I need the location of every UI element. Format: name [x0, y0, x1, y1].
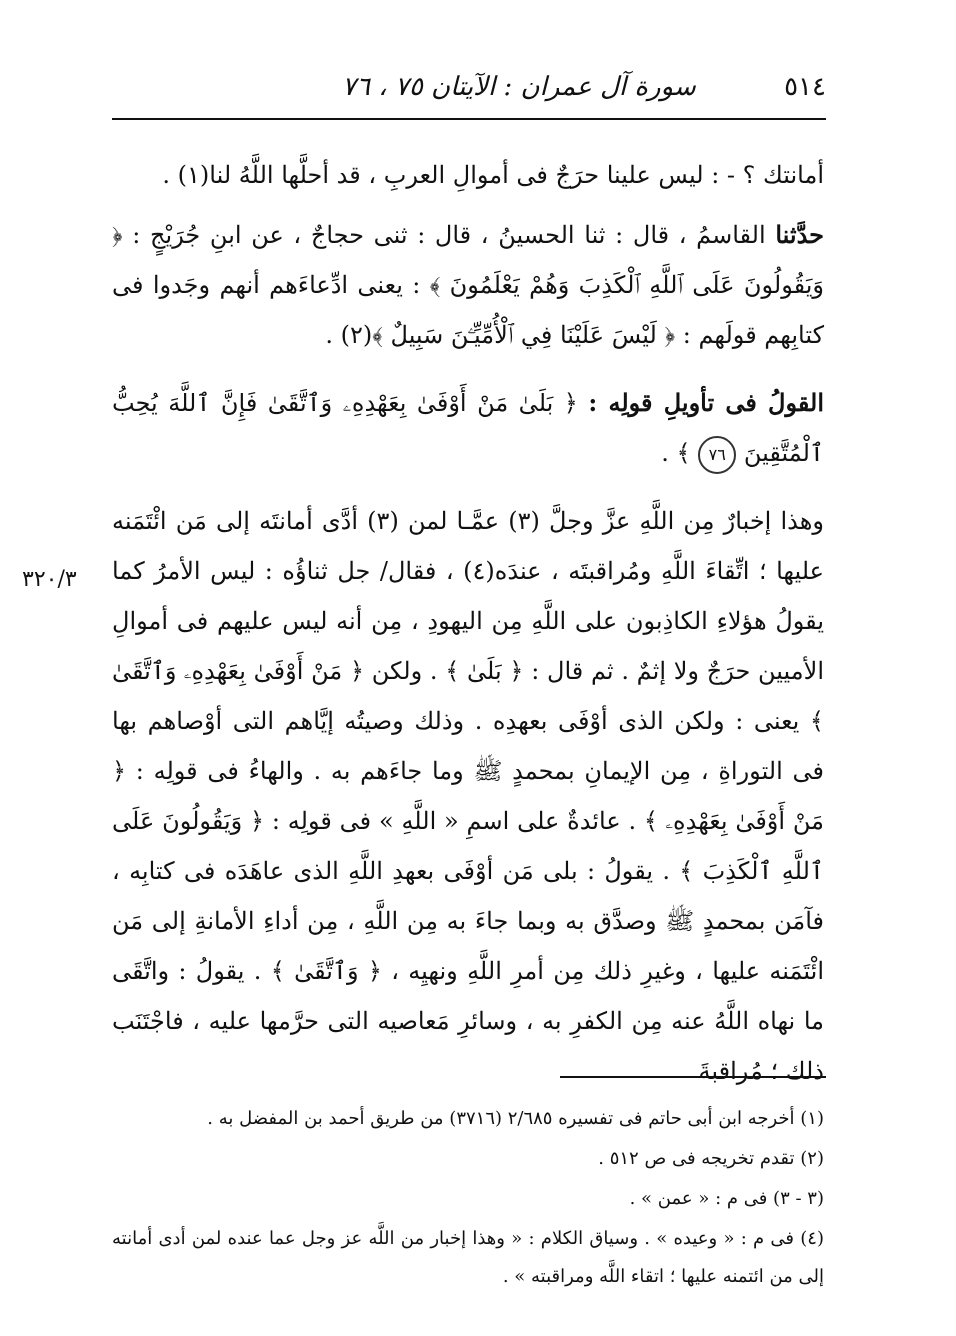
- margin-reference: ٣٢٠/٣: [22, 567, 77, 592]
- running-title: سورة آل عمران : الآيتان ٧٥ ، ٧٦: [342, 72, 696, 102]
- footnote-2: (٢) تقدم تخريجه فى ص ٥١٢ .: [598, 1148, 824, 1169]
- paragraph-2: [112, 210, 824, 360]
- paragraph-2-text: القاسمُ ، قال : ثنا الحسينُ ، قال : ثنى حجاجٌ ، عن ابنِ جُرَيْجٍ : ﴿ وَيَقُولُونَ عَلَى ٱللَّهِ ٱلْكَذِبَ وَهُمْ يَعْلَمُونَ ﴾ : يعنى ادِّعاءَهم أنهم وجَدوا فى كتابِهم قولَهم : ﴿ لَيْسَ عَلَيْنَا فِي ٱلْأُمِّيِّـۧنَ سَبِيلٌ ﴾(٢) .: [112, 221, 824, 349]
- footnote-4: (٤) فى م : « وعيده » . وسياق الكلام : « وهذا إخبار من اللَّه عز وجل عما عنده لمن أدى أمانته إلى من ائتمنه عليها ؛ اتقاء اللَّه ومراقبته » .: [112, 1228, 824, 1287]
- footnote-rule: [560, 1076, 826, 1078]
- footnote-1: (١) أخرجه ابن أبى حاتم فى تفسيره ٢/٦٨٥ (٣٧١٦) من طريق أحمد بن المفضل به .: [207, 1108, 824, 1129]
- footnote-3: (٣ - ٣) فى م : « عمن » .: [629, 1188, 824, 1209]
- page-number: ٥١٤: [784, 72, 826, 102]
- ayah-number-mark: ٧٦: [698, 436, 736, 474]
- paragraph-4: وهذا إخبارٌ مِن اللَّهِ عزَّ وجلَّ (٣) عمَّـا لمن (٣) أدَّى أمانتَه إلى مَن ائْتَمَنه عليها ؛ اتِّقاءَ اللَّهِ ومُراقبتَه ، عندَه(٤) ، فقال/ جل ثناؤُه : ليس الأمرُ كما يقولُ هؤلاءِ الكاذِبون على اللَّهِ مِن اليهودِ ، مِن أنه ليس عليهم فى أموالِ الأميين حرَجٌ ولا إثمٌ . ثم قال : ﴿ بَلَىٰ ﴾ . ولكن ﴿ مَنْ أَوْفَىٰ بِعَهْدِهِۦ وَٱتَّقَىٰ ﴾ يعنى : ولكن الذى أوْفَى بعهدِه . وذلك وصيتُه إيَّاهم التى أوْصاهم بها فى التوراةِ ، مِن الإيمانِ بمحمدٍ ﷺ وما جاءَهم به . والهاءُ فى قولِه : ﴿ مَنْ أَوْفَىٰ بِعَهْدِهِۦ ﴾ . عائدةٌ على اسمِ « اللَّهِ » فى قولِه : ﴿ وَيَقُولُونَ عَلَى ٱللَّهِ ٱلْكَذِبَ ﴾ . يقولُ : بلى مَن أوْفَى بعهدِ اللَّهِ الذى عاهَدَه فى كتابِه ، فآمَن بمحمدٍ ﷺ وصدَّق به وبما جاءَ به مِن اللَّهِ ، مِن أداءِ الأمانةِ إلى مَن ائْتَمَنه عليها ، وغيرِ ذلك مِن أمرِ اللَّهِ ونهيِه ، ﴿ وَٱتَّقَىٰ ﴾ . يقولُ : واتَّقَى ما نهاه اللَّهُ عنه مِن الكفرِ به ، وسائرِ مَعاصيه التى حرَّمها عليه ، فاجْتَنَب ذلك ؛ مُراقبةَ: [112, 507, 824, 1085]
- paragraph-2-lead: حدَّثنا: [775, 220, 824, 249]
- paragraph-1: أمانتك ؟ - : ليس علينا حرَجٌ فى أموالِ العربِ ، قد أحلَّها اللَّهُ لنا(١) .: [162, 161, 824, 189]
- quran-verse: ﴿ بَلَىٰ مَنْ أَوْفَىٰ بِعَهْدِهِۦ وَٱتَّقَىٰ فَإِنَّ ٱللَّهَ يُحِبُّ ٱلْمُتَّقِينَ: [112, 389, 824, 467]
- page-header: [112, 64, 826, 104]
- header-rule: [112, 118, 826, 120]
- main-text: [112, 150, 824, 1114]
- paragraph-3-lead: القولُ فى تأويلِ قولِه :: [588, 388, 825, 417]
- paragraph-3: [112, 378, 824, 478]
- paragraph-3-end: ﴾ .: [661, 439, 691, 467]
- footnotes: [112, 1100, 824, 1298]
